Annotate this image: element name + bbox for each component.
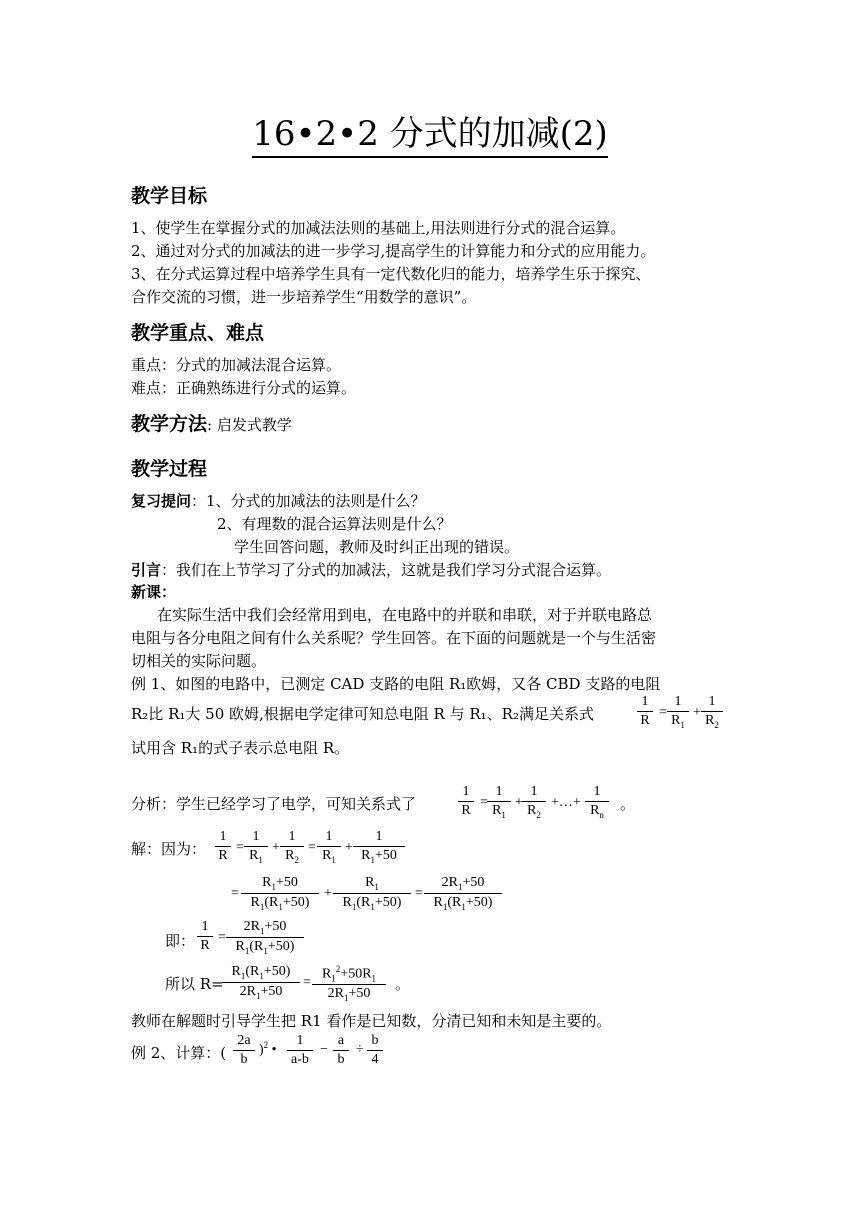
analysis-text: 分析：学生已经学习了电学，可知关系式了 — [131, 795, 417, 813]
equals-sign: = — [236, 840, 244, 855]
ex2-2a-b: 2a b — [233, 1033, 255, 1068]
frac-a-1-R1: 1 $R_1$ — [487, 784, 511, 820]
para1-line1: 在实际生活中我们会经常用到电，在电路中的并联和串联，对于并联电路总 — [157, 606, 653, 624]
review-note: 学生回答问题，教师及时纠正出现的错误。 — [234, 538, 520, 556]
para1-line3: 切相关的实际问题。 — [131, 652, 267, 670]
ex2-1-a-b: 1 a-b — [287, 1033, 313, 1068]
sol-frac-b: $R_1$ $R_1(R_1+50)$ — [333, 875, 411, 912]
method-heading: 教学方法 — [131, 413, 208, 435]
plus-dots-plus: +…+ — [551, 795, 581, 810]
review-label: 复习提问 — [131, 492, 192, 510]
example1-line1: 例 1、如图的电路中，已测定 CAD 支路的电阻 R₁欧姆，又各 CBD 支路的电阻 — [131, 675, 661, 693]
method-line — [131, 409, 292, 436]
so-frac-a: $R_1(R_1+50)$ $2R_1+50$ — [222, 964, 300, 1001]
example1-line3: 试用含 R₁的式子表示总电阻 R。 — [131, 739, 350, 757]
page-title: 16•2•2 分式的加减(2) — [0, 106, 860, 155]
method-text: : 启发式教学 — [207, 416, 292, 434]
so-end: 。 — [395, 975, 411, 993]
equals-sign: = — [659, 705, 667, 720]
solution-label: 解：因为： — [131, 840, 207, 858]
new-label: 新课 — [131, 583, 162, 601]
sol-1-R1plus50: 1 $R_1+50$ — [353, 829, 405, 865]
so-frac-b: $R_1^2+50R_1$ $2R_1+50$ — [312, 964, 386, 1003]
sol-1-R: 1 R — [215, 829, 231, 864]
review-q2: 2、有理数的混合运算法则是什么？ — [217, 515, 452, 533]
review-line — [131, 490, 426, 511]
sol-1-R1b: 1 $R_1$ — [317, 829, 341, 865]
equals-sign: = — [218, 930, 226, 945]
goal-1: 1、使学生在掌握分式的加减法法则的基础上,用法则进行分式的混合运算。 — [131, 219, 626, 237]
goal-3: 3、在分式运算过程中培养学生具有一定代数化归的能力，培养学生乐于探究、 — [131, 265, 651, 283]
sol-1-R1: 1 $R_1$ — [244, 829, 268, 865]
equals-sign: = — [415, 886, 423, 901]
frac-a-1-R2: 1 $R_2$ — [522, 784, 546, 820]
para1-line2: 电阻与各分电阻之间有什么关系呢？学生回答。在下面的问题就是一个与生活密 — [131, 629, 657, 647]
example1-line2: R₂比 R₁大 50 欧姆,根据电学定律可知总电阻 R 与 R₁、R₂满足关系式 — [131, 705, 594, 723]
ex2-a-b: a b — [333, 1033, 349, 1068]
process-heading: 教学过程 — [131, 458, 208, 480]
sol-frac-c: $2R_1+50$ $R_1(R_1+50)$ — [424, 875, 502, 912]
frac-1-R1: 1 $R_1$ — [667, 694, 689, 730]
intro-text: ：我们在上节学习了分式的加减法，这就是我们学习分式混合运算。 — [161, 561, 612, 579]
equals-sign: = — [480, 795, 488, 810]
ex2-b-4: b 4 — [367, 1033, 383, 1068]
sol-frac-a: $R_1+50$ $R_1(R_1+50)$ — [241, 875, 319, 912]
goal-2: 2、通过对分式的加减法的进一步学习,提高学生的计算能力和分式的应用能力。 — [131, 242, 656, 260]
equals-sign: = — [308, 840, 316, 855]
plus-sign: + — [515, 795, 523, 810]
intro-label: 引言 — [131, 561, 162, 579]
new-colon: ： — [161, 583, 177, 601]
goal-3-cont: 合作交流的习惯，进一步培养学生“用数学的意识”。 — [131, 288, 477, 306]
ie-1-R: 1 R — [197, 919, 213, 954]
frac-1-R: 1 R — [637, 694, 653, 729]
analysis-end: 。 — [620, 795, 636, 813]
so-label: 所以 R= — [165, 975, 224, 993]
equals-sign: = — [303, 975, 311, 990]
new-line — [131, 581, 176, 602]
plus-sign: + — [272, 840, 280, 855]
plus-sign: + — [324, 886, 332, 901]
ie-label: 即： — [165, 932, 196, 950]
key-heading: 教学重点、难点 — [131, 322, 265, 344]
divide-sign: ÷ — [356, 1042, 364, 1057]
plus-sign: + — [693, 705, 701, 720]
minus-sign: − — [320, 1042, 328, 1057]
intro-line — [131, 559, 611, 580]
ie-frac: $2R_1+50$ $R_1(R_1+50)$ — [226, 919, 304, 956]
teacher-note: 教师在解题时引导学生把 R1 看作是已知数，分清已知和未知是主要的。 — [131, 1012, 612, 1030]
frac-a-1-R: 1 R — [458, 784, 474, 819]
sol-1-R2: 1 $R_2$ — [280, 829, 304, 865]
close-paren-squared: )$^2$ • — [259, 1040, 277, 1058]
goals-heading: 教学目标 — [131, 185, 208, 207]
equals-sign: = — [231, 886, 239, 901]
difficulty: 难点：正确熟练进行分式的运算。 — [131, 379, 357, 397]
review-q1: ：1、分式的加减法的法则是什么？ — [191, 492, 426, 510]
frac-1-R2: 1 $R_2$ — [701, 694, 723, 730]
frac-a-1-Rn: 1 $R_n$ — [585, 784, 609, 820]
example2-label: 例 2、计算：( — [131, 1044, 227, 1062]
plus-sign: + — [345, 840, 353, 855]
key-point: 重点：分式的加减法混合运算。 — [131, 356, 342, 374]
